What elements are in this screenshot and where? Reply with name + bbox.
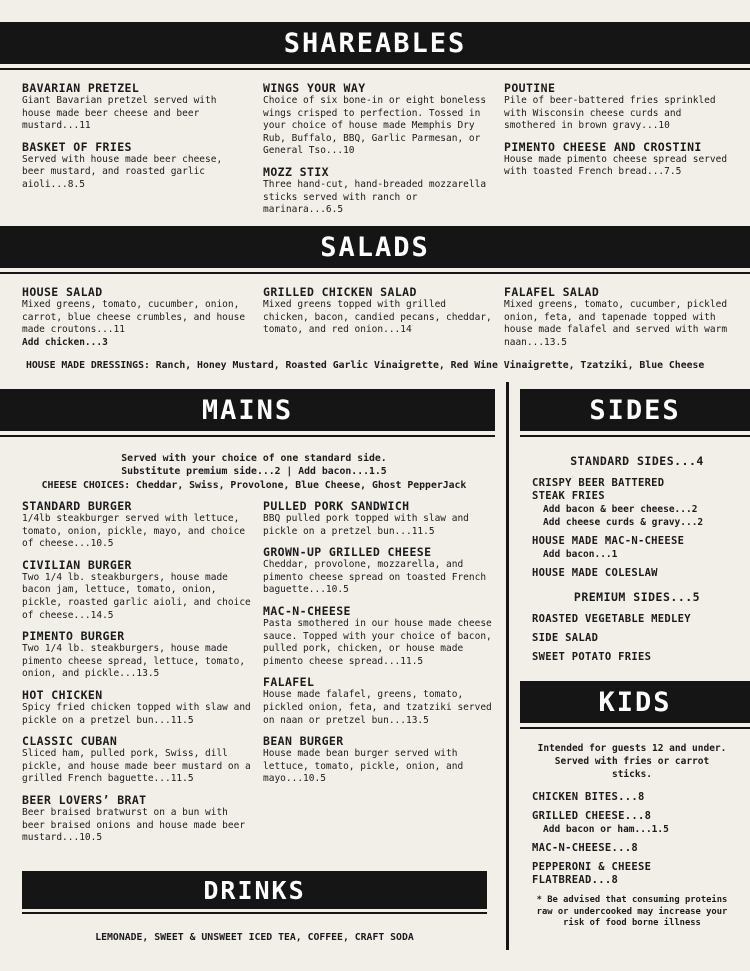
item-desc: Sliced ham, pulled pork, Swiss, dill pickle, and house made beer mustard on a grilled French baguette...11.5 bbox=[22, 748, 251, 785]
item-desc: Cheddar, provolone, mozzarella, and pimento cheese spread on toasted French baguette...10.5 bbox=[263, 559, 487, 596]
kids-item bbox=[532, 861, 732, 887]
salad-col-3 bbox=[504, 286, 734, 349]
item-desc: Pile of beer-battered fries sprinkled with Wisconsin cheese curds and smothered in brown gravy...10 bbox=[504, 95, 716, 132]
item-name: BAVARIAN PRETZEL bbox=[22, 81, 140, 95]
item-name: STANDARD BURGER bbox=[22, 499, 132, 513]
item-name: GROWN-UP GRILLED CHEESE bbox=[263, 545, 432, 560]
kids-item-addon: Add bacon or ham...1.5 bbox=[543, 824, 669, 835]
mains-intro bbox=[0, 452, 508, 492]
mains-banner bbox=[0, 389, 495, 431]
menu-item bbox=[263, 676, 495, 727]
side-item bbox=[532, 651, 742, 664]
drinks-list: LEMONADE, SWEET & UNSWEET ICED TEA, COFFEE, CRAFT SODA bbox=[95, 932, 414, 943]
kids-item bbox=[532, 810, 732, 836]
menu-item bbox=[263, 546, 495, 597]
item-desc: Two 1/4 lb. steakburgers, house made bacon jam, lettuce, tomato, onion, pickle, roasted garlic aioli, and choice of cheese...14.5 bbox=[22, 571, 251, 621]
kids-banner bbox=[520, 681, 750, 723]
item-name: CIVILIAN BURGER bbox=[22, 557, 132, 572]
mains-col-1 bbox=[22, 500, 254, 853]
menu-item bbox=[263, 605, 495, 668]
menu-item bbox=[504, 141, 734, 179]
item-name: WINGS YOUR WAY bbox=[263, 81, 366, 95]
item-addon: Add chicken...3 bbox=[22, 336, 108, 348]
sides-list bbox=[532, 454, 742, 670]
item-name: MOZZ STIX bbox=[263, 164, 329, 179]
menu-item bbox=[22, 141, 250, 192]
side-item bbox=[532, 535, 742, 561]
kids-item-name: GRILLED CHEESE...8 bbox=[532, 810, 652, 822]
menu-item bbox=[263, 82, 495, 158]
menu-item bbox=[263, 166, 495, 217]
side-addon: Add cheese curds & gravy...2 bbox=[543, 517, 704, 528]
item-desc: House made falafel, greens, tomato, pickled onion, feta, and tzatziki served on naan or pretzel bun...13.5 bbox=[263, 689, 492, 726]
item-desc: Beer braised bratwurst on a bun with beer braised onions and house made beer mustard...10.5 bbox=[22, 806, 246, 844]
side-addon: Add bacon & beer cheese...2 bbox=[543, 504, 698, 515]
kids-item bbox=[532, 791, 732, 804]
sides-rule bbox=[520, 435, 750, 437]
item-name: PIMENTO CHEESE AND CROSTINI bbox=[504, 139, 702, 154]
drinks-rule bbox=[22, 912, 487, 914]
item-name: PULLED PORK SANDWICH bbox=[263, 499, 410, 513]
item-name: BEER LOVERS’ BRAT bbox=[22, 792, 147, 807]
drinks-banner bbox=[22, 871, 487, 909]
side-name: SIDE SALAD bbox=[532, 632, 599, 644]
sides-title: SIDES bbox=[589, 394, 681, 426]
standard-sides-heading: STANDARD SIDES...4 bbox=[570, 454, 704, 468]
item-name: FALAFEL bbox=[263, 675, 315, 690]
item-name: HOT CHICKEN bbox=[22, 687, 103, 702]
item-name: BEAN BURGER bbox=[263, 734, 344, 749]
side-name: SWEET POTATO FRIES bbox=[532, 651, 652, 663]
shareables-col-1 bbox=[22, 82, 250, 200]
menu-item bbox=[22, 82, 250, 133]
item-desc: Pasta smothered in our house made cheese sauce. Topped with your choice of bacon, pulled pork, chicken, or house made pimento cheese spread...11.5 bbox=[263, 617, 492, 667]
item-name: CLASSIC CUBAN bbox=[22, 734, 118, 749]
item-desc: Choice of six bone-in or eight boneless wings crisped to perfection. Tossed in your choice of house made Memphis Dry Rub, Buffalo, BBQ, Garlic Parmesan, or General Tso...10 bbox=[263, 95, 487, 157]
side-name: HOUSE MADE MAC-N-CHEESE bbox=[532, 535, 685, 547]
mains-intro-line: CHEESE CHOICES: Cheddar, Swiss, Provolone, Blue Cheese, Ghost PepperJack bbox=[41, 479, 467, 491]
side-name: ROASTED VEGETABLE MEDLEY bbox=[532, 613, 691, 625]
mains-col-2 bbox=[263, 500, 495, 794]
item-desc: Mixed greens, tomato, cucumber, pickled onion, feta, and tapenade topped with house made falafel and served with warm naan...13.5 bbox=[504, 299, 728, 348]
item-desc: House made bean burger served with lettuce, tomato, pickle, onion, and mayo...10.5 bbox=[263, 748, 464, 785]
kids-item-name: CHICKEN BITES...8 bbox=[532, 791, 645, 803]
shareables-col-3 bbox=[504, 82, 734, 187]
item-name: GRILLED CHICKEN SALAD bbox=[263, 285, 417, 299]
kids-rule bbox=[520, 727, 750, 729]
shareables-col-2 bbox=[263, 82, 495, 225]
side-name: CRISPY BEER BATTERED STEAK FRIES bbox=[532, 477, 665, 502]
item-desc: Mixed greens topped with grilled chicken, bacon, candied pecans, cheddar, tomato, and red onion...14 bbox=[263, 299, 492, 336]
shareables-title: SHAREABLES bbox=[283, 27, 467, 59]
item-name: FALAFEL SALAD bbox=[504, 285, 600, 299]
side-addon: Add bacon...1 bbox=[543, 549, 618, 560]
dressings-line: HOUSE MADE DRESSINGS: Ranch, Honey Mustard, Roasted Garlic Vinaigrette, Red Wine Vinaigrette, Tzatziki, Blue Cheese bbox=[26, 360, 705, 371]
side-item bbox=[532, 613, 742, 626]
kids-list bbox=[532, 742, 732, 930]
premium-sides-heading: PREMIUM SIDES...5 bbox=[573, 590, 701, 604]
item-name: MAC-N-CHEESE bbox=[263, 603, 351, 618]
item-desc: Spicy fried chicken topped with slaw and pickle on a pretzel bun...11.5 bbox=[22, 701, 251, 726]
salad-col-1 bbox=[22, 286, 250, 349]
menu-item bbox=[22, 689, 254, 727]
mains-intro-line: Served with your choice of one standard side. bbox=[121, 453, 387, 464]
item-name: POUTINE bbox=[504, 81, 556, 95]
side-item bbox=[532, 567, 742, 580]
shareables-rule bbox=[0, 68, 750, 70]
item-name: BASKET OF FRIES bbox=[22, 139, 132, 154]
item-desc: 1/4lb steakburger served with lettuce, tomato, onion, pickle, mayo, and choice of cheese...10.5 bbox=[22, 513, 246, 550]
salad-col-2 bbox=[263, 286, 495, 337]
menu-item bbox=[22, 500, 254, 551]
item-desc: Two 1/4 lb. steakburgers, house made pimento cheese spread, lettuce, tomato, onion, and pickle...13.5 bbox=[22, 643, 246, 680]
menu-item bbox=[263, 500, 495, 538]
shareables-banner bbox=[0, 22, 750, 64]
item-desc: Served with house made beer cheese, beer mustard, and roasted garlic aioli...8.5 bbox=[22, 153, 223, 190]
disclaimer: * Be advised that consuming proteins raw or undercooked may increase your risk of food borne illness bbox=[536, 895, 728, 928]
salads-banner bbox=[0, 226, 750, 268]
menu-item bbox=[22, 735, 254, 786]
kids-item-name: PEPPERONI & CHEESE FLATBREAD...8 bbox=[532, 861, 652, 886]
kids-item bbox=[532, 842, 732, 855]
kids-item-name: MAC-N-CHEESE...8 bbox=[532, 842, 638, 854]
kids-title: KIDS bbox=[598, 686, 672, 718]
item-desc: House made pimento cheese spread served with toasted French bread...7.5 bbox=[504, 153, 728, 178]
drinks-title: DRINKS bbox=[203, 875, 306, 905]
side-item bbox=[532, 632, 742, 645]
item-desc: BBQ pulled pork topped with slaw and pickle on a pretzel bun...11.5 bbox=[263, 513, 469, 537]
kids-intro: Intended for guests 12 and under. Served with fries or carrot sticks. bbox=[537, 743, 727, 780]
item-desc: Mixed greens, tomato, cucumber, onion, carrot, blue cheese crumbles, and house made croutons...11 bbox=[22, 299, 246, 336]
item-desc: Three hand-cut, hand-breaded mozzarella sticks served with ranch or marinara...6.5 bbox=[263, 178, 487, 216]
menu-item bbox=[22, 630, 254, 681]
menu-item bbox=[22, 559, 254, 622]
mains-rule bbox=[0, 435, 495, 437]
item-name: PIMENTO BURGER bbox=[22, 629, 125, 644]
salads-rule bbox=[0, 272, 750, 274]
menu-item bbox=[504, 82, 734, 133]
mains-intro-line: Substitute premium side...2 | Add bacon...1.5 bbox=[121, 466, 387, 478]
sides-banner bbox=[520, 389, 750, 431]
item-name: HOUSE SALAD bbox=[22, 285, 103, 299]
menu-item bbox=[263, 735, 495, 786]
item-desc: Giant Bavarian pretzel served with house made beer cheese and beer mustard...11 bbox=[22, 95, 217, 132]
menu-item bbox=[22, 794, 254, 845]
side-item bbox=[532, 477, 742, 529]
salads-title: SALADS bbox=[320, 231, 430, 263]
side-name: HOUSE MADE COLESLAW bbox=[532, 567, 658, 579]
mains-title: MAINS bbox=[201, 394, 294, 426]
